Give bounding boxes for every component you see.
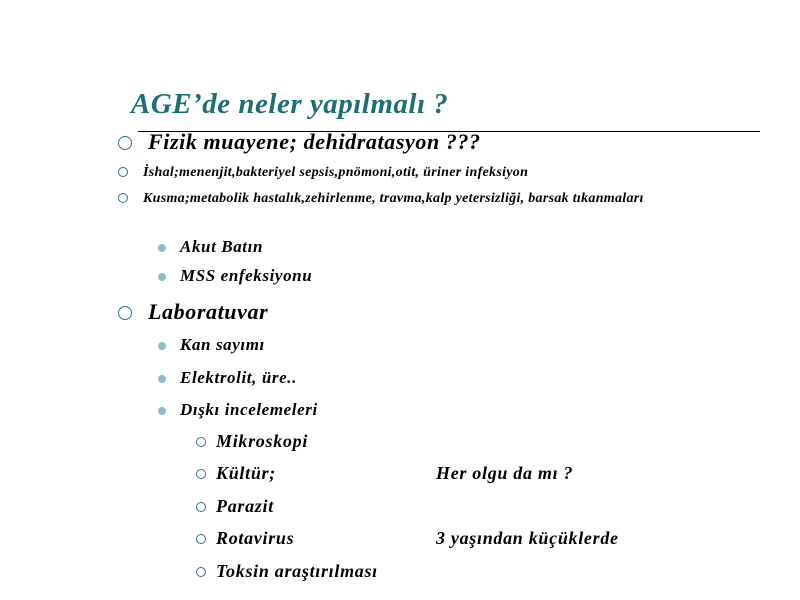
list-item-mss bbox=[158, 266, 312, 286]
dot-bullet-icon bbox=[158, 244, 166, 252]
list-item-diski bbox=[158, 400, 318, 420]
list-item-text: Kusma;metabolik hastalık,zehirlenme, travma,kalp yetersizliği, barsak tıkanmaları bbox=[143, 191, 644, 206]
list-item-elektrolit bbox=[158, 368, 297, 388]
hollow-bullet-icon bbox=[118, 306, 132, 320]
rotavirus-note: 3 yaşından küçüklerde bbox=[436, 528, 619, 548]
list-item-text: Akut Batın bbox=[180, 237, 264, 256]
list-item-text: Laboratuvar bbox=[148, 299, 269, 324]
list-item-text: Parazit bbox=[216, 496, 274, 516]
list-item-ishal bbox=[118, 162, 528, 183]
hollow-bullet-icon bbox=[196, 567, 206, 577]
list-item-fizik bbox=[118, 129, 481, 155]
dot-bullet-icon bbox=[158, 273, 166, 281]
kultur-note: Her olgu da mı ? bbox=[436, 463, 574, 483]
list-item-rotavirus bbox=[196, 528, 294, 549]
dot-bullet-icon bbox=[158, 375, 166, 383]
list-item-akut bbox=[158, 237, 263, 257]
hollow-bullet-icon bbox=[118, 167, 128, 177]
dot-bullet-icon bbox=[158, 407, 166, 415]
list-item-kusma bbox=[118, 188, 703, 209]
hollow-bullet-icon bbox=[118, 136, 132, 150]
hollow-bullet-icon bbox=[196, 534, 206, 544]
list-item-text: Fizik muayene; dehidratasyon ??? bbox=[148, 129, 481, 154]
list-item-text: Mikroskopi bbox=[216, 431, 309, 451]
list-item-text: Kan sayımı bbox=[180, 335, 265, 354]
hollow-bullet-icon bbox=[118, 193, 128, 203]
list-item-text: MSS enfeksiyonu bbox=[180, 266, 313, 285]
list-item-text: Toksin araştırılması bbox=[216, 561, 378, 581]
dot-bullet-icon bbox=[158, 342, 166, 350]
slide-title: AGE’de neler yapılmalı ? bbox=[131, 88, 449, 120]
list-item-text: Elektrolit, üre.. bbox=[180, 368, 297, 387]
list-item-text: Rotavirus bbox=[216, 528, 295, 548]
list-item-text: Kültür; bbox=[216, 463, 276, 483]
list-item-parazit bbox=[196, 496, 274, 517]
hollow-bullet-icon bbox=[196, 502, 206, 512]
list-item-text: İshal;menenjit,bakteriyel sepsis,pnömoni,otit, üriner infeksiyon bbox=[143, 165, 529, 180]
list-item-mikroskopi bbox=[196, 431, 308, 452]
list-item-kan bbox=[158, 335, 265, 355]
list-item-lab bbox=[118, 299, 268, 325]
list-item-text: Dışkı incelemeleri bbox=[180, 400, 318, 419]
list-item-toksin bbox=[196, 561, 378, 582]
list-item-kultur bbox=[196, 463, 276, 484]
hollow-bullet-icon bbox=[196, 469, 206, 479]
hollow-bullet-icon bbox=[196, 437, 206, 447]
